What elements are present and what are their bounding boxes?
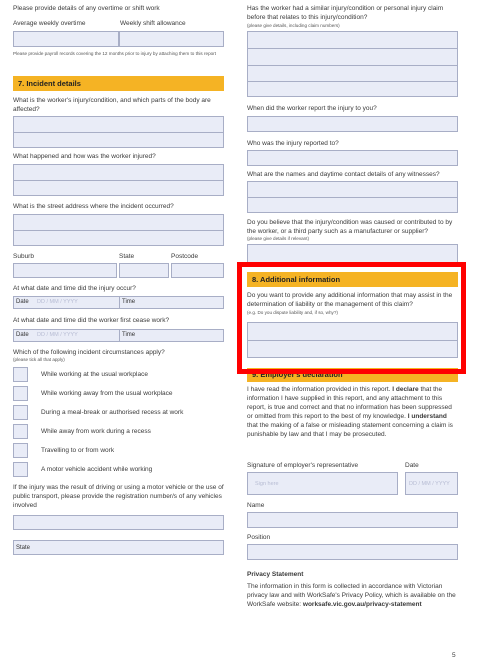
address-question: What is the street address where the incident occurred? (13, 203, 174, 210)
circumstances-question: Which of the following incident circumstances apply? (13, 349, 165, 356)
cease-date-placeholder: DD / MM / YYYY (37, 332, 78, 338)
report-when-question: When did the worker report the injury to you? (247, 105, 377, 112)
privacy-link[interactable]: worksafe.vic.gov.au/privacy-statement (302, 601, 422, 608)
vehicle-field[interactable] (13, 515, 224, 530)
witnesses-question: What are the names and daytime contact details of any witnesses? (247, 171, 440, 178)
circumstances-note: (please tick all that apply) (13, 357, 65, 362)
report-who-field[interactable] (247, 150, 458, 166)
how-question: What happened and how was the worker injured? (13, 153, 156, 160)
additional-question: Do you want to provide any additional information that may assist in the determination of liability or the management of this claim? (247, 292, 453, 308)
postcode-field[interactable] (171, 263, 224, 278)
occur-date-label: Date (16, 299, 29, 305)
circumstance-label-5: A motor vehicle accident while working (41, 466, 153, 473)
occur-date-placeholder: DD / MM / YYYY (37, 299, 78, 305)
vehicle-question: If the injury was the result of driving or using a motor vehicle or the use of public transport, please provide the registration number/s of any vehicles involved (13, 484, 224, 509)
caused-note: (please give details if relevant) (247, 236, 310, 241)
overtime-intro: Please provide details of any overtime or shift work (13, 5, 160, 12)
occur-question: At what date and time did the injury occur? (13, 285, 136, 292)
circumstance-checkbox-5[interactable] (13, 462, 28, 477)
position-label: Position (247, 534, 271, 541)
circumstance-label-4: Travelling to or from work (41, 447, 115, 454)
injury-question: What is the worker's injury/condition, and which parts of the body are affected? (13, 97, 211, 113)
address-field[interactable] (13, 214, 224, 246)
privacy-text: The information in this form is collected in accordance with Victorian privacy law and with WorkSafe's Privacy Policy, which is available on the WorkSafe website: worksafe.vic.gov.au/privacy-statement (247, 583, 456, 608)
circumstance-checkbox-3[interactable] (13, 424, 28, 439)
state-label: State (119, 253, 135, 260)
signature-date-placeholder: DD / MM / YYYY (409, 481, 450, 487)
name-label: Name (247, 502, 265, 509)
sign-here-placeholder: Sign here (255, 481, 279, 487)
similar-field[interactable] (247, 31, 458, 97)
privacy-title: Privacy Statement (247, 571, 304, 578)
weekly-shift-label: Weekly shift allowance (120, 20, 186, 27)
section-8-header: 8. Additional information (247, 272, 458, 287)
circumstance-label-2: During a meal-break or authorised recess at work (41, 409, 184, 416)
circumstance-checkbox-1[interactable] (13, 386, 28, 401)
injury-field[interactable] (13, 116, 224, 148)
avg-overtime-label: Average weekly overtime (13, 20, 86, 27)
cease-date-label: Date (16, 332, 29, 338)
section-7-header: 7. Incident details (13, 76, 224, 91)
cease-time-label: Time (122, 332, 136, 338)
additional-note: (e.g. Do you dispute liability and, if so, why?) (247, 310, 338, 315)
similar-question: Has the worker had a similar injury/condition or personal injury claim before that relates to this injury/condition? (247, 5, 444, 21)
circumstance-checkbox-4[interactable] (13, 443, 28, 458)
highlight-box (237, 262, 466, 374)
position-field[interactable] (247, 544, 458, 560)
state-field[interactable] (119, 263, 169, 278)
circumstance-label-1: While working away from the usual workplace (41, 390, 173, 397)
cease-question: At what date and time did the worker first cease work? (13, 317, 170, 324)
signature-date-label: Date (405, 462, 419, 469)
page-number: 5 (452, 652, 456, 659)
vehicle-state-label: State (16, 545, 31, 551)
suburb-field[interactable] (13, 263, 117, 278)
similar-note: (please give details, including claim numbers) (247, 23, 340, 28)
postcode-label: Postcode (171, 253, 199, 260)
circumstance-label-3: While away from work during a recess (41, 428, 151, 435)
section-9-header: 9. Employer's declaration (247, 368, 458, 382)
how-field[interactable] (13, 164, 224, 196)
circumstance-label-0: While working at the usual workplace (41, 371, 148, 378)
weekly-shift-field[interactable] (119, 31, 224, 47)
name-field[interactable] (247, 512, 458, 528)
declaration-text: I have read the information provided in this report. I declare that the information I have supplied in this report, and any attachment to this report, is true and correct and that no information has been suppressed or omitted from this report to the best of my knowledge. I understand that the making of a false or misleading statement concerning a claim is punishable by law and that I may be prosecuted. (247, 386, 453, 438)
avg-overtime-field[interactable] (13, 31, 119, 47)
payroll-note: Please provide payroll records covering the 12 months prior to injury by attaching them to this report (13, 51, 216, 56)
circumstance-checkbox-0[interactable] (13, 367, 28, 382)
caused-question: Do you believe that the injury/condition was caused or contributed to by the worker, or a third party such as a manufacturer or supplier? (247, 219, 453, 235)
occur-time-label: Time (122, 299, 136, 305)
signature-label: Signature of employer's representative (247, 462, 359, 469)
circumstance-checkbox-2[interactable] (13, 405, 28, 420)
report-when-field[interactable] (247, 116, 458, 132)
report-who-question: Who was the injury reported to? (247, 140, 339, 147)
witnesses-field[interactable] (247, 181, 458, 213)
vehicle-state-field[interactable] (13, 540, 224, 555)
suburb-label: Suburb (13, 253, 34, 260)
